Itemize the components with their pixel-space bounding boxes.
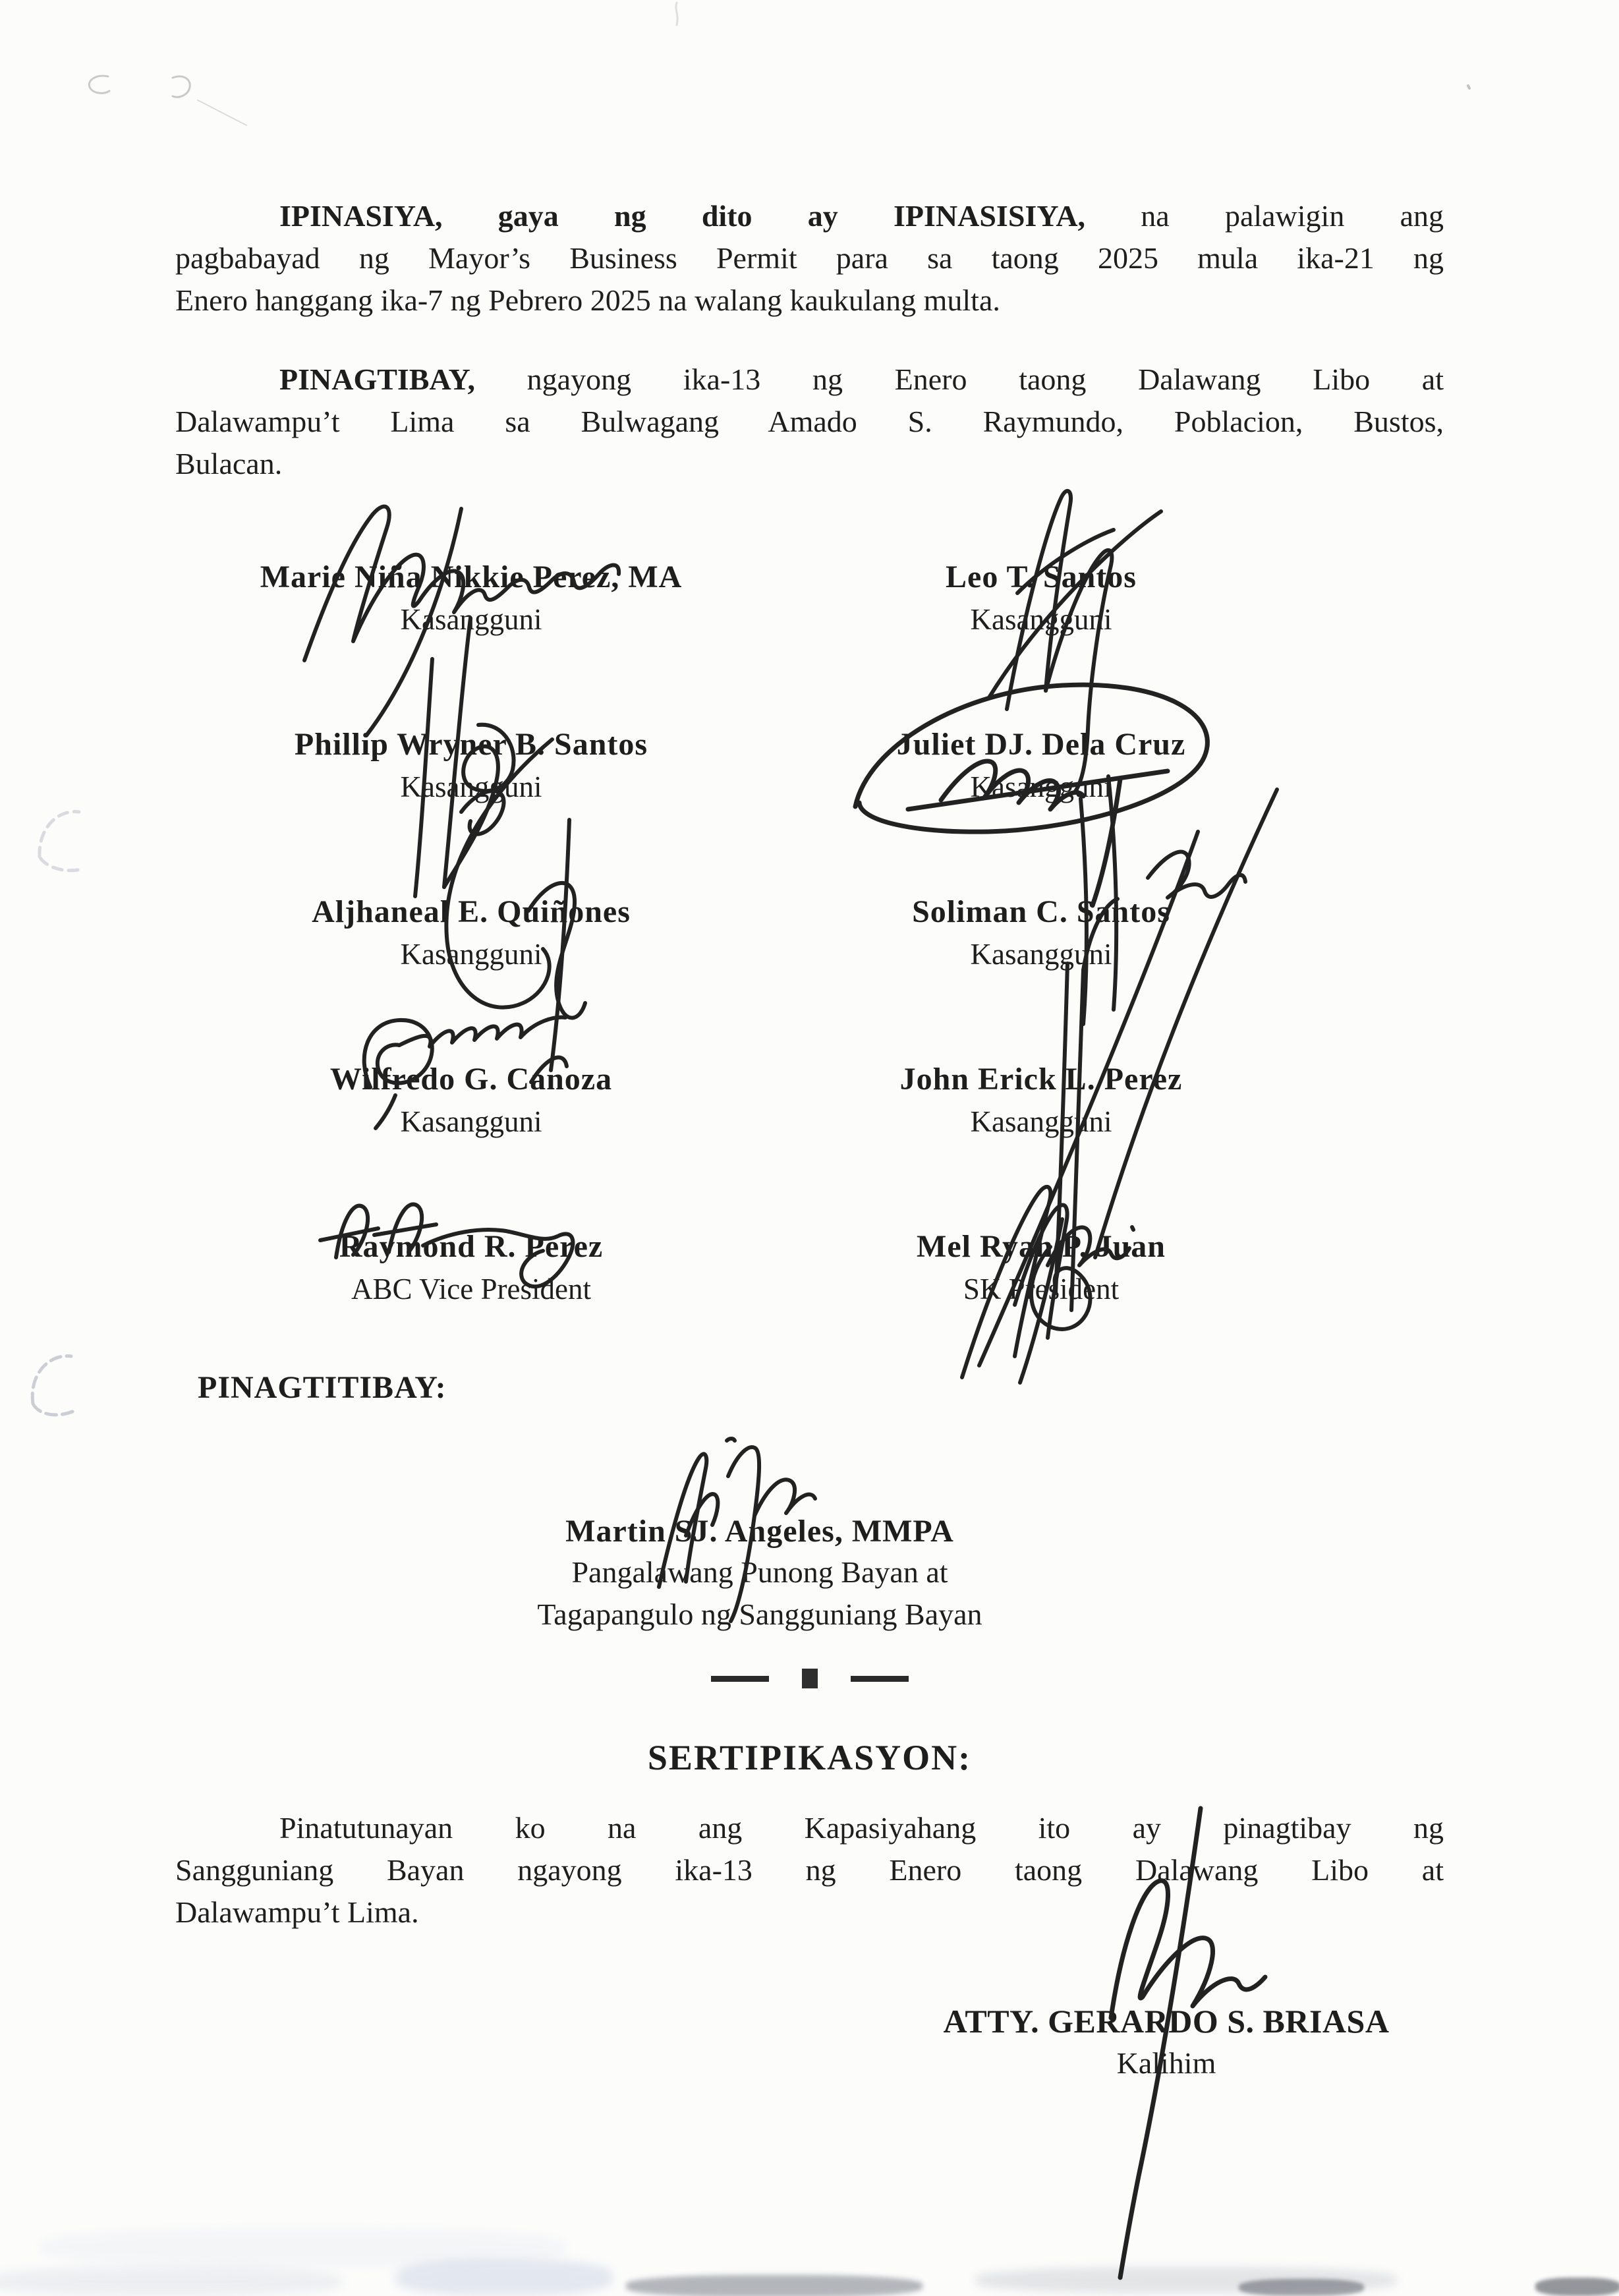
resolution-line-3: Enero hanggang ika-7 ng Pebrero 2025 na walang kaukulang multa. xyxy=(175,283,1000,317)
certification-heading: SERTIPIKASYON: xyxy=(647,1738,972,1777)
resolution-lead: IPINASIYA, gaya ng dito ay IPINASISIYA, xyxy=(279,199,1086,233)
punch-hole-ring-1 xyxy=(40,812,79,871)
certification-line-1: Pinatutunayan ko na ang Kapasiyahang ito ay pinagtibay ng xyxy=(279,1811,1444,1845)
signatory-block xyxy=(175,1228,768,1308)
scan-artifact-dot xyxy=(1468,86,1469,88)
pencil-mark-2 xyxy=(173,76,190,97)
presiding-officer-title1: Pangalawang Punong Bayan at xyxy=(571,1555,948,1589)
separator-dash xyxy=(851,1676,909,1682)
signatory-name: Marie Niña Nikkie Perez, MA xyxy=(260,560,683,594)
adoption-line-3: Bulacan. xyxy=(175,447,283,480)
attestation-label: PINAGTITIBAY: xyxy=(198,1370,447,1405)
signatory-title: Kasangguni xyxy=(400,770,542,803)
signatory-name: John Erick L. Perez xyxy=(899,1062,1183,1097)
signatory-name: Raymond R. Perez xyxy=(339,1229,604,1264)
signatory-block xyxy=(175,893,768,973)
signatory-title: ABC Vice President xyxy=(351,1273,591,1306)
resolution-line-1-rest: na palawigin ang xyxy=(1085,199,1444,233)
bleedthrough-smudge xyxy=(1535,2278,1619,2296)
separator-square xyxy=(802,1669,818,1688)
punch-hole-ring-2 xyxy=(32,1356,72,1415)
signatory-name: Aljhaneal E. Quiñones xyxy=(312,894,631,929)
signatory-block xyxy=(175,1060,768,1141)
resolution-line-1 xyxy=(175,195,1444,237)
adoption-line-2: Dalawampu’t Lima sa Bulwagang Amado S. Raymundo, Poblacion, Bustos, xyxy=(175,405,1444,438)
presiding-officer-block xyxy=(364,1512,1155,1636)
certification-line-3: Dalawampu’t Lima. xyxy=(175,1895,419,1929)
signatory-title: Kasangguni xyxy=(970,1105,1112,1138)
signatory-title: Kasangguni xyxy=(970,938,1112,971)
adoption-line-1-rest: ngayong ika-13 ng Enero taong Dalawang Libo at xyxy=(474,362,1444,396)
signatory-title: Kasangguni xyxy=(970,770,1112,803)
signatory-title: Kasangguni xyxy=(400,603,542,636)
separator-dash xyxy=(711,1676,769,1682)
bleedthrough-smudge xyxy=(626,2275,923,2296)
signatory-name: Mel Ryan P. Juan xyxy=(917,1229,1166,1264)
presiding-officer-title2: Tagapangulo ng Sangguniang Bayan xyxy=(537,1597,982,1631)
resolution-line-2: pagbabayad ng Mayor’s Business Permit para sa taong 2025 mula ika-21 ng xyxy=(175,241,1444,275)
signatory-block xyxy=(175,726,768,806)
secretary-name: ATTY. GERARDO S. BRIASA xyxy=(943,2003,1390,2040)
signatory-name: Juliet DJ. Dela Cruz xyxy=(896,727,1186,762)
bleedthrough-smudge xyxy=(1239,2279,1364,2296)
signatory-title: SK President xyxy=(963,1273,1120,1306)
pencil-mark-tail xyxy=(198,100,246,125)
certification-line-2: Sangguniang Bayan ngayong ika-13 ng Enero taong Dalawang Libo at xyxy=(175,1853,1444,1887)
resolution-paragraph xyxy=(175,195,1444,322)
signatory-block xyxy=(745,558,1338,639)
certification-paragraph xyxy=(175,1807,1444,1934)
signature-soliman-santos xyxy=(1081,776,1277,1257)
signatory-title: Kasangguni xyxy=(400,1105,542,1138)
signatory-block xyxy=(745,1060,1338,1141)
signatory-title: Kasangguni xyxy=(400,938,542,971)
signatory-name: Wilfredo G. Canoza xyxy=(329,1062,613,1097)
signatory-name: Leo T. Santos xyxy=(946,560,1137,594)
pencil-mark-1 xyxy=(89,76,109,93)
bleedthrough-smudge xyxy=(0,2267,343,2296)
adoption-paragraph xyxy=(175,359,1444,485)
signatory-block xyxy=(175,558,768,639)
section-separator xyxy=(711,1667,909,1690)
bleedthrough-smudge xyxy=(395,2259,613,2296)
signatory-block xyxy=(745,1228,1338,1308)
signatory-block xyxy=(745,893,1338,973)
signatory-name: Phillip Wryner B. Santos xyxy=(294,727,648,762)
signatory-block xyxy=(745,726,1338,806)
signatory-name: Soliman C. Santos xyxy=(912,894,1170,929)
presiding-officer-name: Martin SJ. Angeles, MMPA xyxy=(565,1514,954,1549)
adoption-line-1 xyxy=(175,359,1444,401)
signatory-title: Kasangguni xyxy=(970,603,1112,636)
scan-artifact-top xyxy=(676,3,677,25)
secretary-block xyxy=(896,2002,1436,2081)
secretary-title: Kalihim xyxy=(1116,2046,1216,2080)
adoption-lead: PINAGTIBAY, xyxy=(279,362,475,396)
